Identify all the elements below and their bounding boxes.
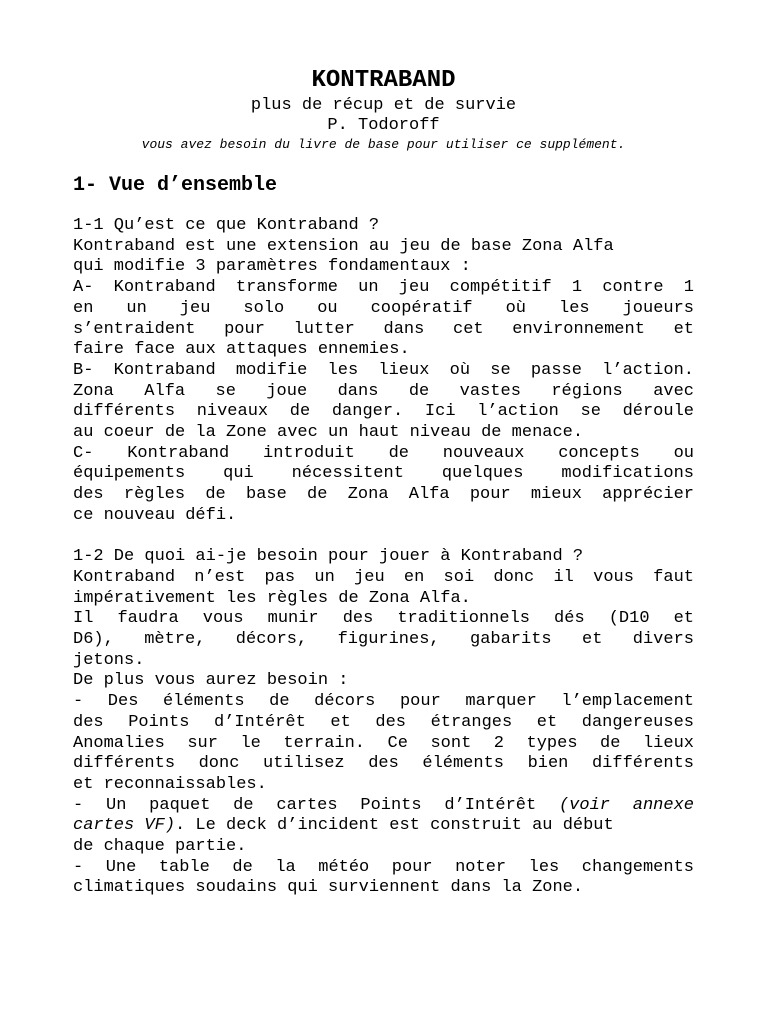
paragraph-line: faire face aux attaques ennemies. [73, 340, 410, 360]
paragraph-line: Zona Alfa se joue dans de vastes régions avec [73, 381, 694, 401]
paragraph-line: différents donc utilisez des éléments bien différents [73, 754, 694, 774]
paragraph-line: qui modifie 3 paramètres fondamentaux : [73, 257, 471, 277]
subsection-title: 1-1 Qu’est ce que Kontraband ? [73, 216, 380, 235]
paragraph-line-cards [73, 796, 694, 817]
section-heading: 1- Vue d’ensemble [73, 174, 278, 197]
paragraph-line: équipements qui nécessitent quelques modifications [73, 464, 694, 484]
annex-reference: (voir annexe [558, 795, 694, 815]
paragraph-line: D6), mètre, décors, figurines, gabarits et divers [73, 630, 694, 650]
subsection-1-2 [73, 547, 694, 899]
paragraph-line: - Une table de la météo pour noter les changements [73, 857, 694, 877]
document-author: P. Todoroff [327, 116, 440, 135]
paragraph-line: des Points d’Intérêt et des étranges et dangereuses [73, 712, 694, 732]
paragraph-line: C- Kontraband introduit de nouveaux concepts ou [73, 443, 694, 463]
cards-text: . Le deck d’incident est construit au début [175, 816, 614, 836]
subsection-title: 1-2 De quoi ai-je besoin pour jouer à Kontraband ? [73, 547, 584, 567]
paragraph-line: climatiques soudains qui surviennent dans la Zone. [73, 878, 584, 898]
paragraph-line: au coeur de la Zone avec un haut niveau de menace. [73, 423, 584, 443]
subsection-1-1 [73, 216, 694, 527]
paragraph-line: en un jeu solo ou coopératif où les joueurs [73, 298, 694, 318]
paragraph-line: jetons. [73, 650, 145, 670]
paragraph-line: Il faudra vous munir des traditionnels dés (D10 et [73, 609, 694, 629]
paragraph-line: ce nouveau défi. [73, 505, 237, 525]
paragraph-line: De plus vous aurez besoin : [73, 671, 349, 691]
document-title: KONTRABAND [311, 67, 456, 94]
annex-reference: cartes VF) [73, 816, 176, 836]
paragraph-line: A- Kontraband transforme un jeu compétitif 1 contre 1 [73, 278, 694, 298]
paragraph-line: des règles de base de Zona Alfa pour mieux apprécier [73, 485, 694, 505]
blank-line [73, 527, 694, 548]
document-subtitle: plus de récup et de survie [250, 96, 517, 115]
paragraph-line: de chaque partie. [73, 837, 247, 857]
paragraph-line: Kontraband est une extension au jeu de base Zona Alfa [73, 236, 614, 256]
paragraph-line-cards [73, 816, 694, 837]
paragraph-line: différents niveaux de danger. Ici l’action se déroule [73, 402, 694, 422]
cards-text: - Un paquet de cartes Points d’Intérêt [73, 795, 559, 815]
paragraph-line: Anomalies sur le terrain. Ce sont 2 types de lieux [73, 733, 694, 753]
document-note: vous avez besoin du livre de base pour utiliser ce supplément. [141, 137, 626, 152]
paragraph-line: B- Kontraband modifie les lieux où se passe l’action. [73, 360, 694, 380]
paragraph-line: Kontraband n’est pas un jeu en soi donc il vous faut [73, 567, 694, 587]
paragraph-line: s’entraident pour lutter dans cet environnement et [73, 319, 694, 339]
paragraph-line: et reconnaissables. [73, 774, 267, 794]
paragraph-line: impérativement les règles de Zona Alfa. [73, 588, 471, 608]
document-page [73, 66, 694, 899]
paragraph-line: - Des éléments de décors pour marquer l’emplacement [73, 692, 694, 712]
